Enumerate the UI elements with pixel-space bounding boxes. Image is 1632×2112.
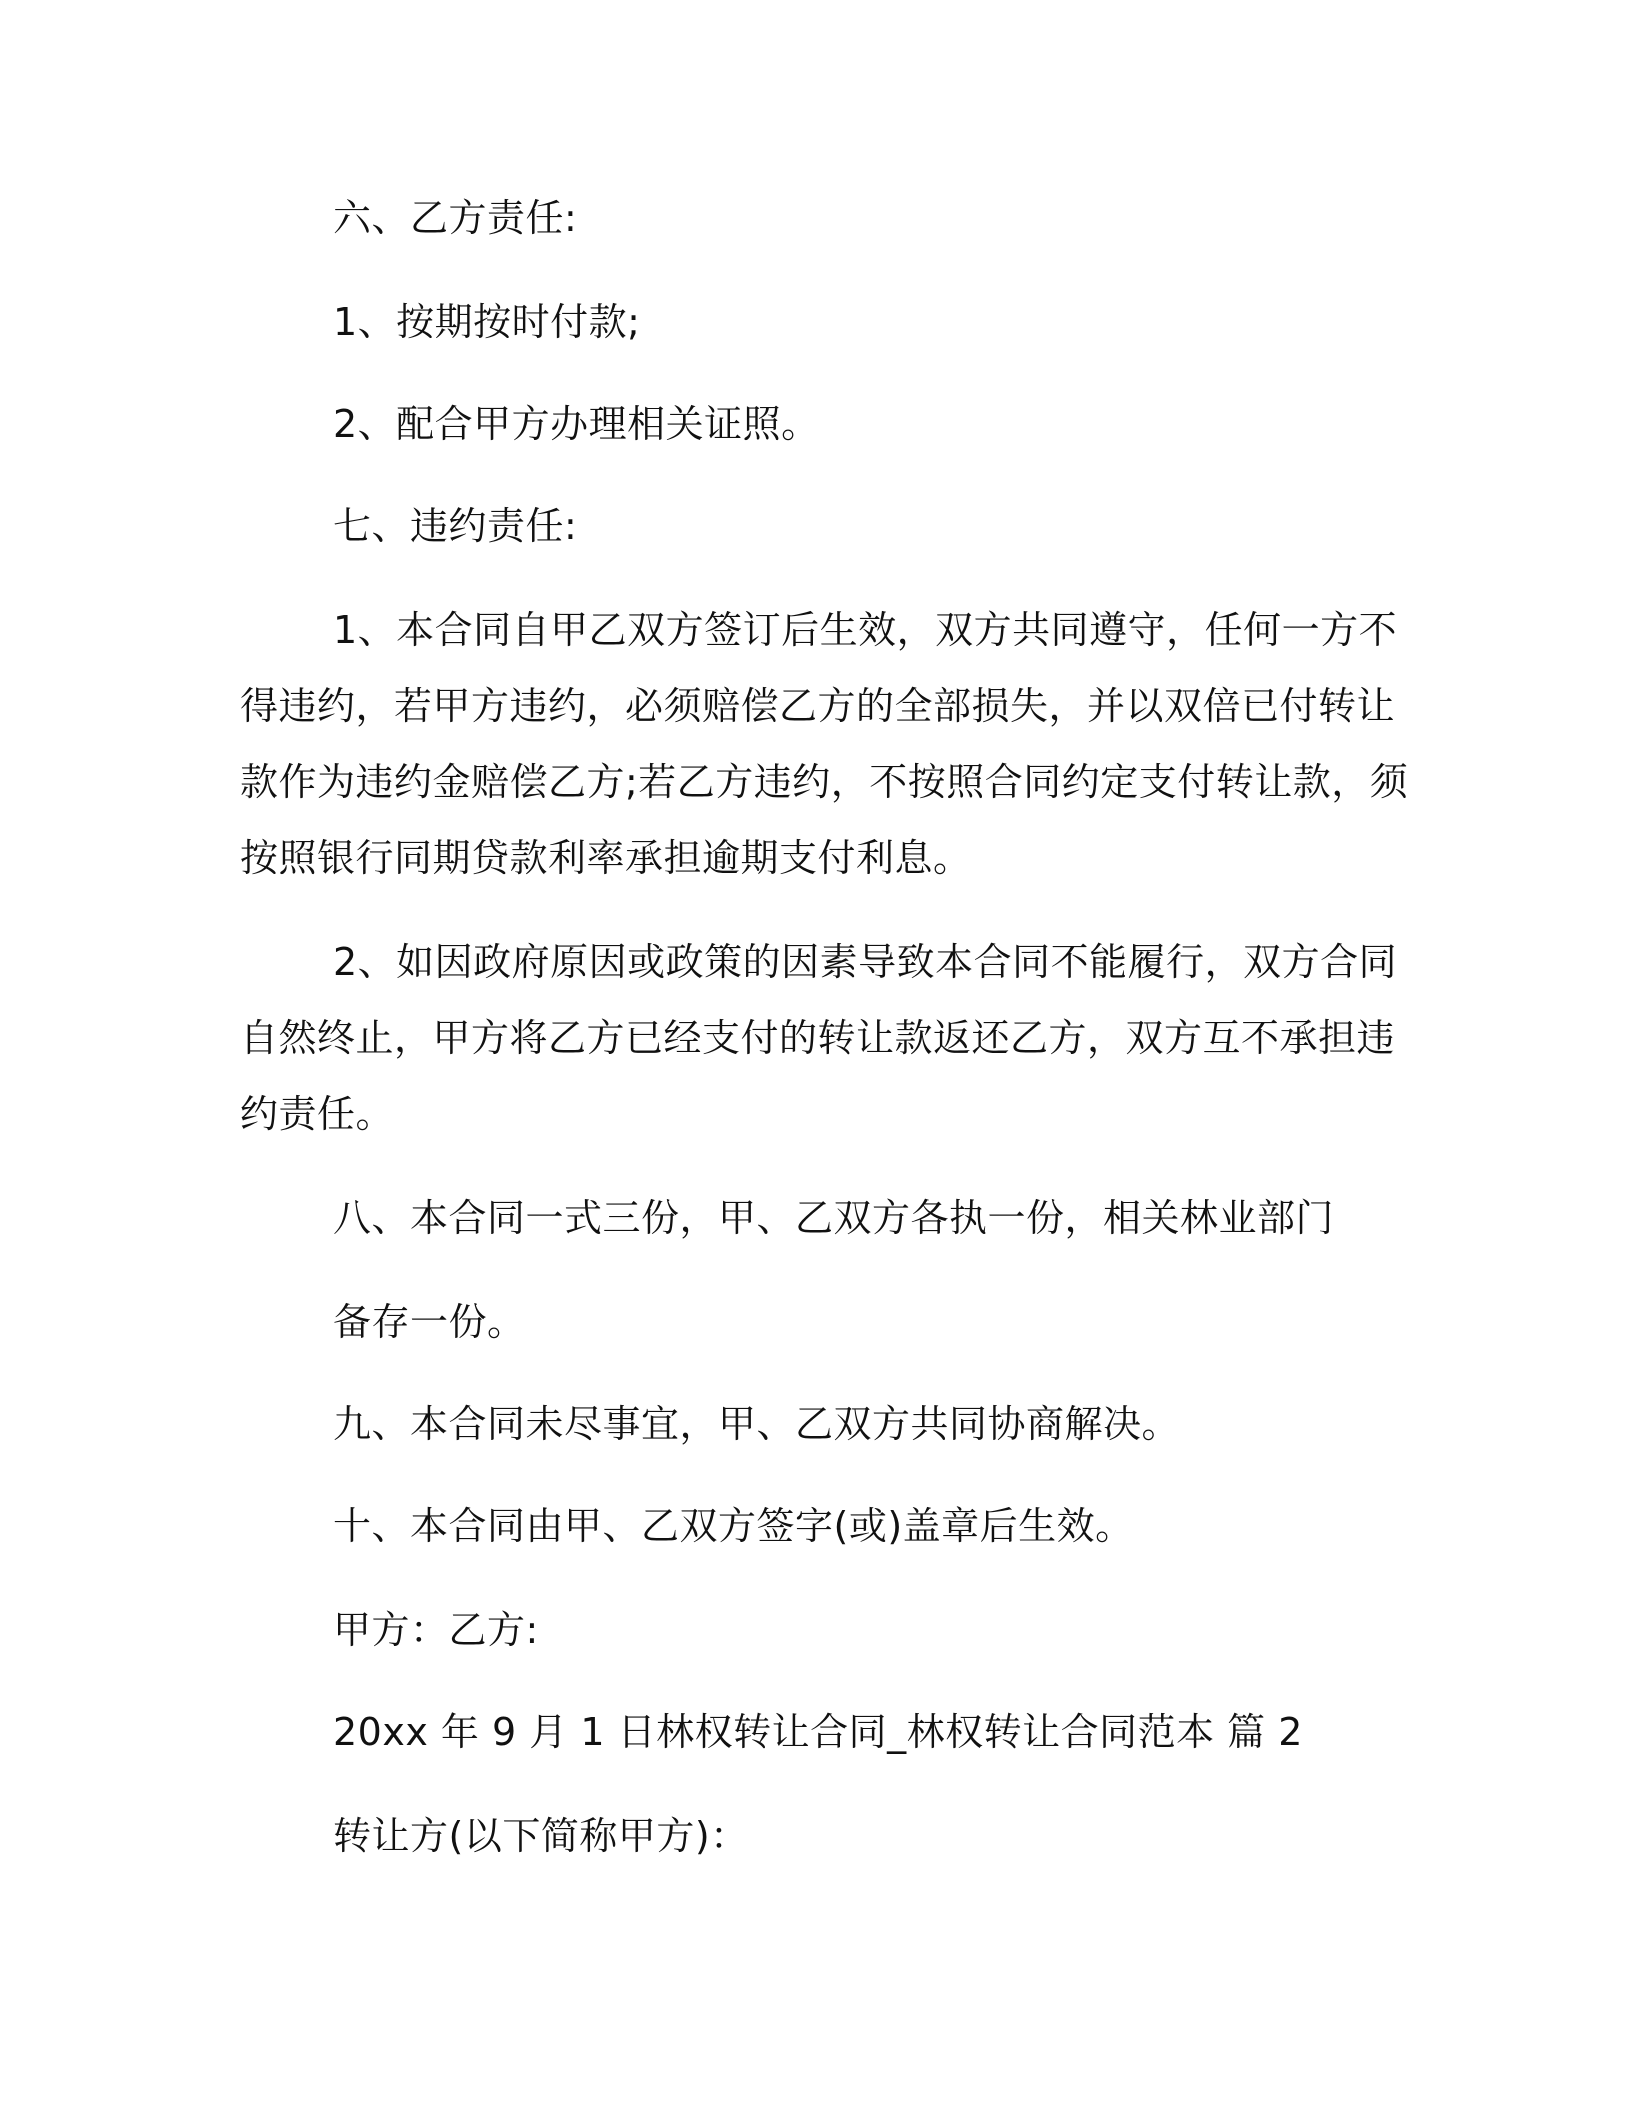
section-nine: 九、本合同未尽事宜，甲、乙双方共同协商解决。 — [333, 1402, 1181, 1446]
section-seven-item-2-line-2: 自然终止，甲方将乙方已经支付的转让款返还乙方，双方互不承担违 — [240, 1016, 1396, 1060]
section-seven-item-1-line-1: 1、本合同自甲乙双方签订后生效，双方共同遵守，任何一方不 — [333, 608, 1398, 652]
section-six-item-1: 1、按期按时付款; — [333, 300, 641, 344]
section-seven-heading: 七、违约责任: — [333, 504, 578, 548]
section-six-heading: 六、乙方责任: — [333, 196, 578, 240]
section-eight-line-1: 八、本合同一式三份，甲、乙双方各执一份，相关林业部门 — [333, 1196, 1335, 1240]
section-six-item-2: 2、配合甲方办理相关证照。 — [333, 402, 820, 446]
section-seven-item-2-line-1: 2、如因政府原因或政策的因素导致本合同不能履行，双方合同 — [333, 940, 1398, 984]
signature-parties: 甲方：乙方: — [333, 1608, 539, 1652]
transferor-label: 转让方(以下简称甲方)： — [333, 1814, 749, 1858]
section-seven-item-1-line-3: 款作为违约金赔偿乙方;若乙方违约，不按照合同约定支付转让款，须 — [240, 760, 1409, 804]
section-eight-line-2: 备存一份。 — [333, 1300, 526, 1344]
section-seven-item-2-line-3: 约责任。 — [240, 1092, 395, 1136]
section-seven-item-1-line-2: 得违约，若甲方违约，必须赔偿乙方的全部损失，并以双倍已付转让 — [240, 684, 1396, 728]
section-ten: 十、本合同由甲、乙双方签字(或)盖章后生效。 — [333, 1504, 1134, 1548]
date-and-next-contract-title: 20xx 年 9 月 1 日林权转让合同_林权转让合同范本 篇 2 — [333, 1710, 1303, 1754]
section-seven-item-1-line-4: 按照银行同期贷款利率承担逾期支付利息。 — [240, 836, 972, 880]
